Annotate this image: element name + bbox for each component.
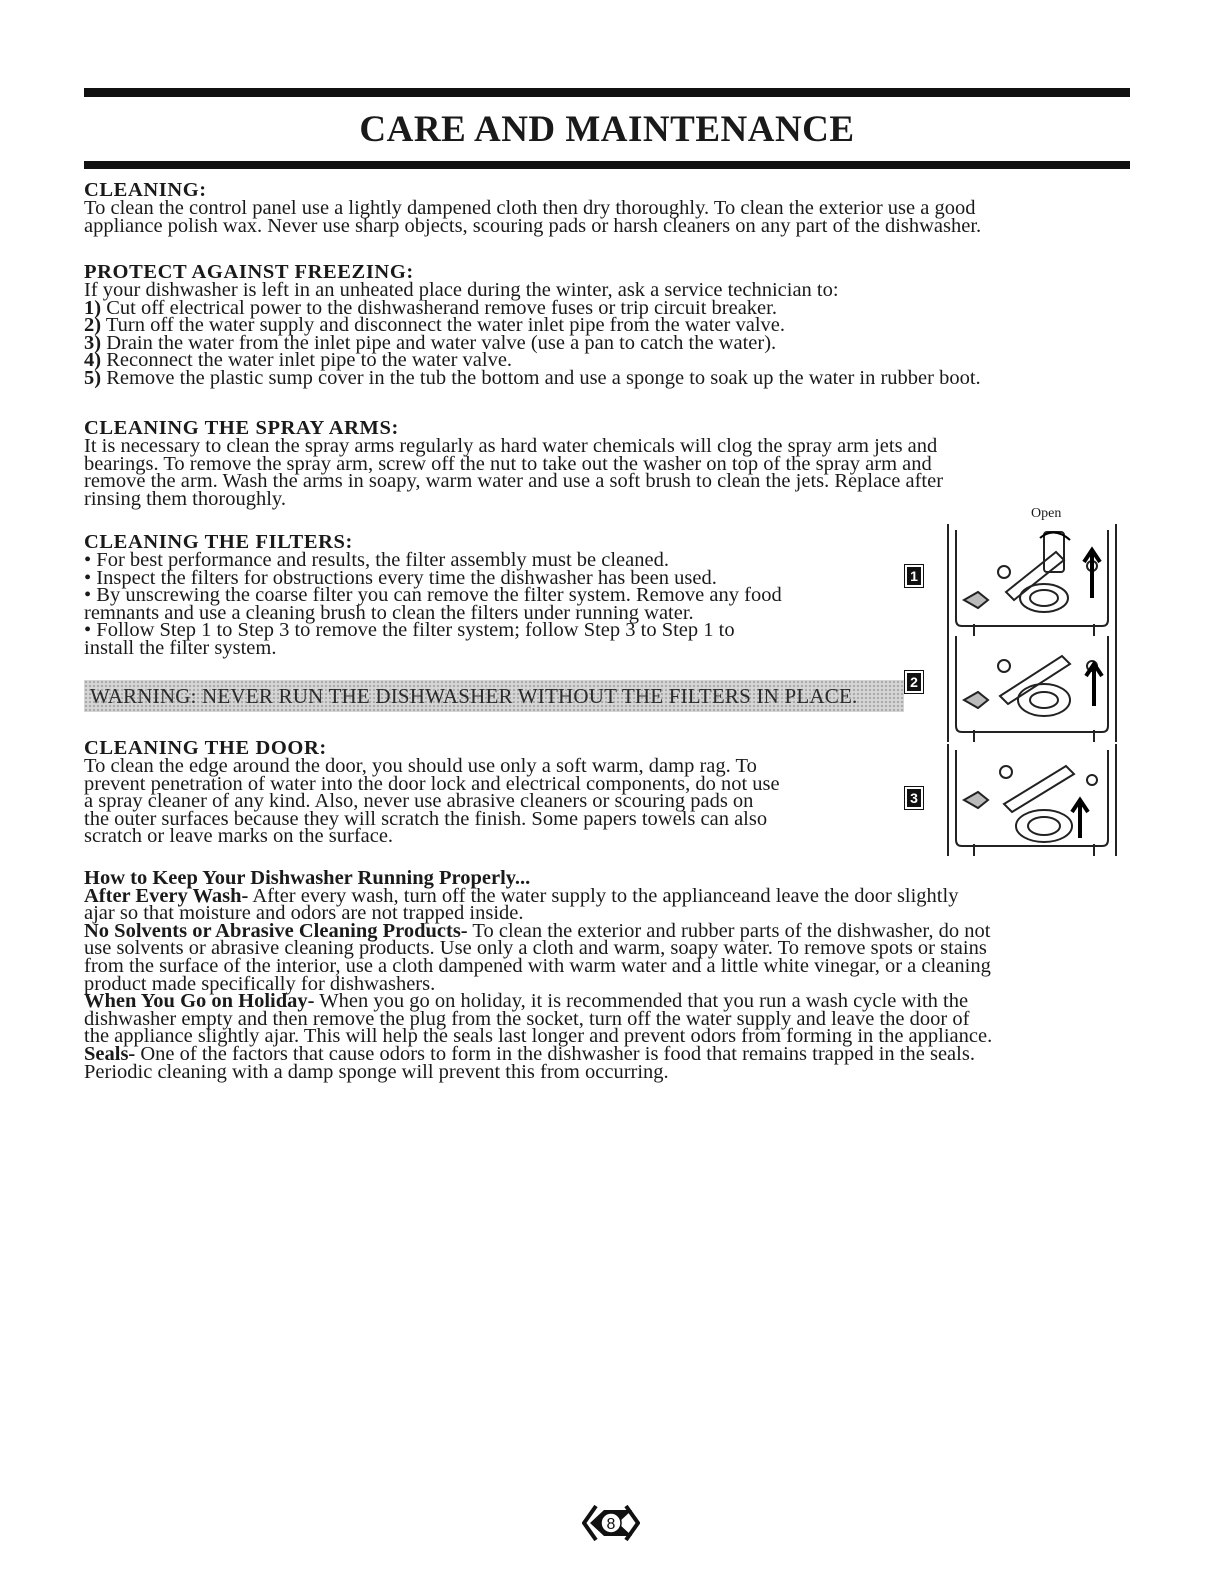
step-text: Drain the water from the inlet pipe and water valve (use a pan to catch the water). xyxy=(101,331,777,354)
tips-section xyxy=(84,867,1134,1083)
freezing-intro: If your dishwasher is left in an unheated place during the winter, ask a service technician to: xyxy=(84,279,839,301)
filters-line: • By unscrewing the coarse filter you can remove the filter system. Remove any food xyxy=(84,584,782,607)
tip-text-line: Periodic cleaning with a damp sponge will prevent this from occurring. xyxy=(84,1060,669,1083)
freezing-step xyxy=(84,366,1134,389)
tip-text-line: from the surface of the interior, use a cloth dampened with warm water and a little white vinegar, or a cleaning xyxy=(84,954,991,977)
tip-label: No Solvents or Abrasive Cleaning Products- xyxy=(84,919,468,942)
tip-label: Seals- xyxy=(84,1042,136,1065)
step-number: 5) xyxy=(84,366,102,389)
door-line: prevent penetration of water into the door lock and electrical components, do not use xyxy=(84,772,780,795)
step-text: Reconnect the water inlet pipe to the water valve. xyxy=(101,349,513,372)
filters-line: • Inspect the filters for obstructions every time the dishwasher has been used. xyxy=(84,566,717,589)
spray-arms-line: remove the arm. Wash the arms in soapy, warm water and use a soft brush to clean the jets. Replace after xyxy=(84,470,944,493)
filter-removal-diagram-2 xyxy=(944,626,1120,744)
spray-arms-line: It is necessary to clean the spray arms regularly as hard water chemicals will clog the spray arm jets and xyxy=(84,435,938,457)
filters-line: • For best performance and results, the filter assembly must be cleaned. xyxy=(84,549,669,571)
step-badge-3: 3 xyxy=(904,786,924,810)
step-text: Turn off the water supply and disconnect the water inlet pipe from the water valve. xyxy=(101,314,785,337)
cleaning-section xyxy=(84,180,1134,235)
step-badge-2: 2 xyxy=(904,670,924,694)
tips-heading-text: How to Keep Your Dishwasher Running Properly... xyxy=(84,867,531,889)
step-number: 4) xyxy=(84,349,102,372)
tip-text: To clean the exterior and rubber parts of the dishwasher, do not xyxy=(467,919,991,942)
tip-label: When You Go on Holiday- xyxy=(84,990,315,1013)
spray-arms-line: rinsing them thoroughly. xyxy=(84,487,286,510)
top-rule xyxy=(84,88,1130,97)
filters-line: • Follow Step 1 to Step 3 to remove the filter system; follow Step 3 to Step 1 to xyxy=(84,619,735,642)
page-title: CARE AND MAINTENANCE xyxy=(359,109,855,150)
cleaning-text-1: To clean the control panel use a lightly dampened cloth then dry thoroughly. To clean the exterior use a good xyxy=(84,197,976,219)
tip-text-line: dishwasher empty and then remove the plug from the socket, turn off the water supply and leave the door of xyxy=(84,1007,970,1030)
warning-banner: WARNING: NEVER RUN THE DISHWASHER WITHOUT THE FILTERS IN PLACE. xyxy=(84,680,904,712)
cleaning-text-2: appliance polish wax. Never use sharp objects, scouring pads or harsh cleaners on any part of the dishwasher. xyxy=(84,214,982,237)
filters-heading: CLEANING THE FILTERS: xyxy=(84,531,353,553)
tip-label: After Every Wash- xyxy=(84,884,249,907)
step-badge-1: 1 xyxy=(904,564,924,588)
cleaning-heading: CLEANING: xyxy=(84,179,207,201)
door-line: the outer surfaces because they will scratch the finish. Some papers towels can also xyxy=(84,807,768,830)
filter-removal-diagram-3 xyxy=(944,740,1120,858)
tip-text-line: the appliance slightly ajar. This will help the seals last longer and prevent odors from forming in the appliance. xyxy=(84,1025,993,1048)
tip-text: After every wash, turn off the water supply to the applianceand leave the door slightly xyxy=(248,884,959,907)
step-number: 2) xyxy=(84,314,102,337)
step-number: 1) xyxy=(84,296,102,319)
step-number: 3) xyxy=(84,331,102,354)
door-heading: CLEANING THE DOOR: xyxy=(84,737,327,759)
filter-removal-diagram-1 xyxy=(944,520,1120,638)
spray-arms-section xyxy=(84,418,1134,508)
freezing-heading: PROTECT AGAINST FREEZING: xyxy=(84,261,414,283)
spray-arms-line: bearings. To remove the spray arm, screw off the nut to take out the washer on top of the spray arm and xyxy=(84,452,932,475)
door-section xyxy=(84,738,896,846)
tip-text-line: use solvents or abrasive cleaning products. Use only a cloth and warm, soapy water. To remove spots or stains xyxy=(84,937,987,960)
page-number: 8 xyxy=(606,1516,616,1533)
step-text: Cut off electrical power to the dishwasherand remove fuses or trip circuit breaker. xyxy=(101,296,777,319)
tip-text: One of the factors that cause odors to form in the dishwasher is food that remains trapped in the seals. xyxy=(135,1042,975,1065)
filters-line: install the filter system. xyxy=(84,636,277,659)
spray-arms-heading: CLEANING THE SPRAY ARMS: xyxy=(84,417,399,439)
freezing-section xyxy=(84,262,1134,388)
open-label: Open xyxy=(1031,506,1062,521)
filters-section xyxy=(84,532,896,658)
tip-text-line: ajar so that moisture and odors are not trapped inside. xyxy=(84,902,524,925)
step-text: Remove the plastic sump cover in the tub the bottom and use a sponge to soak up the water in rubber boot. xyxy=(101,366,981,389)
door-line: a spray cleaner of any kind. Also, never use abrasive cleaners or scouring pads on xyxy=(84,790,754,813)
filters-line: remnants and use a cleaning brush to clean the filters under running water. xyxy=(84,601,694,624)
tip-text-line: product made specifically for dishwashers. xyxy=(84,972,436,995)
tip-text: When you go on holiday, it is recommended that you run a wash cycle with the xyxy=(314,990,969,1013)
bottom-rule xyxy=(84,161,1130,169)
page-number-badge xyxy=(582,1502,640,1544)
door-line: To clean the edge around the door, you should use only a soft warm, damp rag. To xyxy=(84,755,757,777)
door-line: scratch or leave marks on the surface. xyxy=(84,825,394,848)
